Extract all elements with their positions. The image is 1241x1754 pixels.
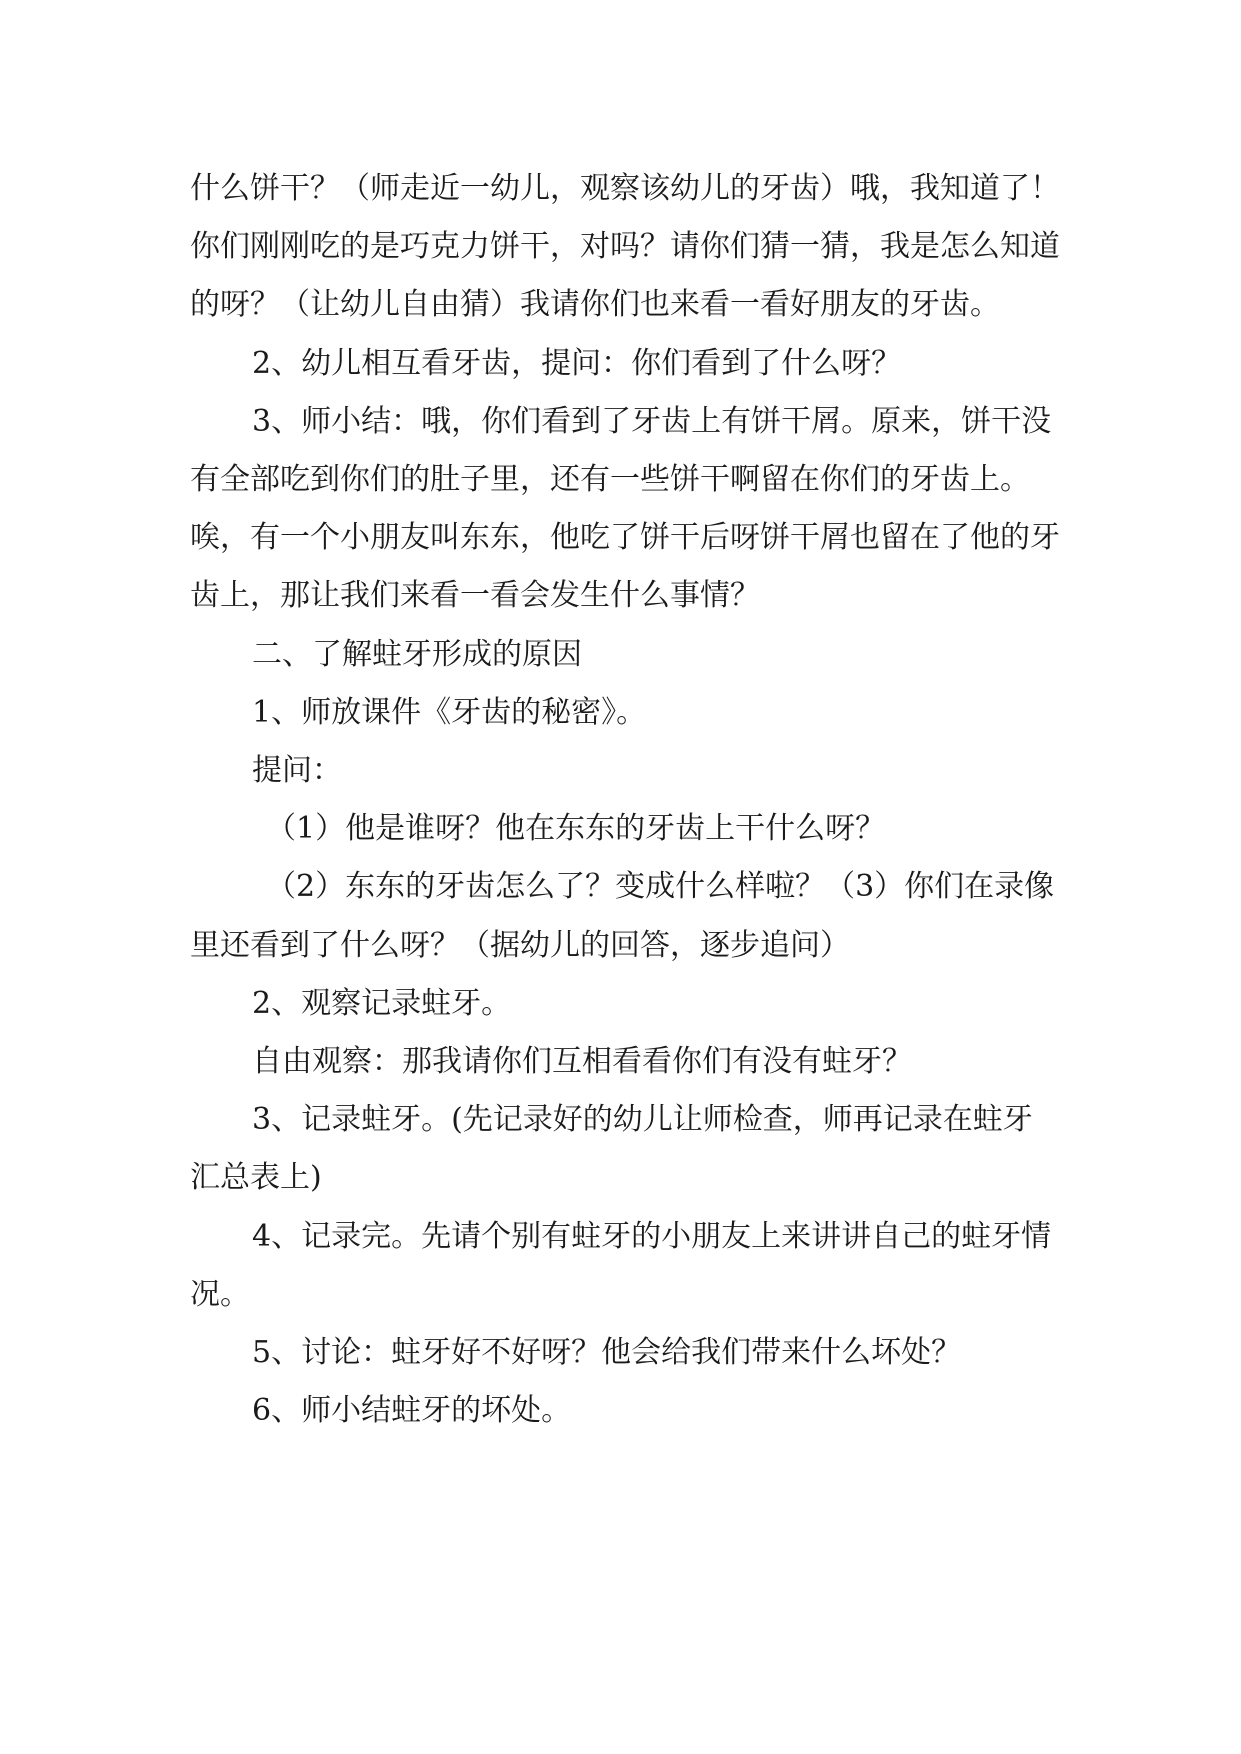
- paragraph-1: 什么饼干？（师走近一幼儿，观察该幼儿的牙齿）哦，我知道了！你们刚刚吃的是巧克力饼干，对吗？请你们猜一猜，我是怎么知道的呀？（让幼儿自由猜）我请你们也来看一看好朋友的牙齿。: [190, 171, 1060, 323]
- paragraph-14: 6、师小结蛀牙的坏处。: [252, 1393, 572, 1429]
- paragraph-2: 2、幼儿相互看牙齿，提问：你们看到了什么呀？: [252, 345, 902, 381]
- paragraph-3: 3、师小结：哦，你们看到了牙齿上有饼干屑。原来，饼干没有全部吃到你们的肚子里，还有一些饼干啊留在你们的牙齿上。唉，有一个小朋友叫东东，他吃了饼干后呀饼干屑也留在了他的牙齿上，那让我们来看一看会发生什么事情？: [190, 403, 1060, 614]
- paragraph-7: （1）他是谁呀？他在东东的牙齿上干什么呀？: [266, 811, 886, 847]
- paragraph-12: 4、记录完。先请个别有蛀牙的小朋友上来讲讲自己的蛀牙情况。: [190, 1218, 1052, 1312]
- paragraph-6: 提问：: [252, 753, 342, 789]
- document-body: [190, 160, 1060, 1440]
- paragraph-10: 自由观察：那我请你们互相看看你们有没有蛀牙？: [252, 1044, 912, 1080]
- section-heading: 二、了解蛀牙形成的原因: [252, 636, 582, 672]
- paragraph-11: 3、记录蛀牙。(先记录好的幼儿让师检查，师再记录在蛀牙汇总表上): [190, 1102, 1033, 1196]
- paragraph-8: （2）东东的牙齿怎么了？变成什么样啦？（3）你们在录像里还看到了什么呀？（据幼儿的回答，逐步追问）: [190, 869, 1055, 963]
- paragraph-5: 1、师放课件《牙齿的秘密》。: [252, 694, 647, 730]
- paragraph-13: 5、讨论：蛀牙好不好呀？他会给我们带来什么坏处？: [252, 1335, 962, 1371]
- paragraph-9: 2、观察记录蛀牙。: [252, 985, 512, 1021]
